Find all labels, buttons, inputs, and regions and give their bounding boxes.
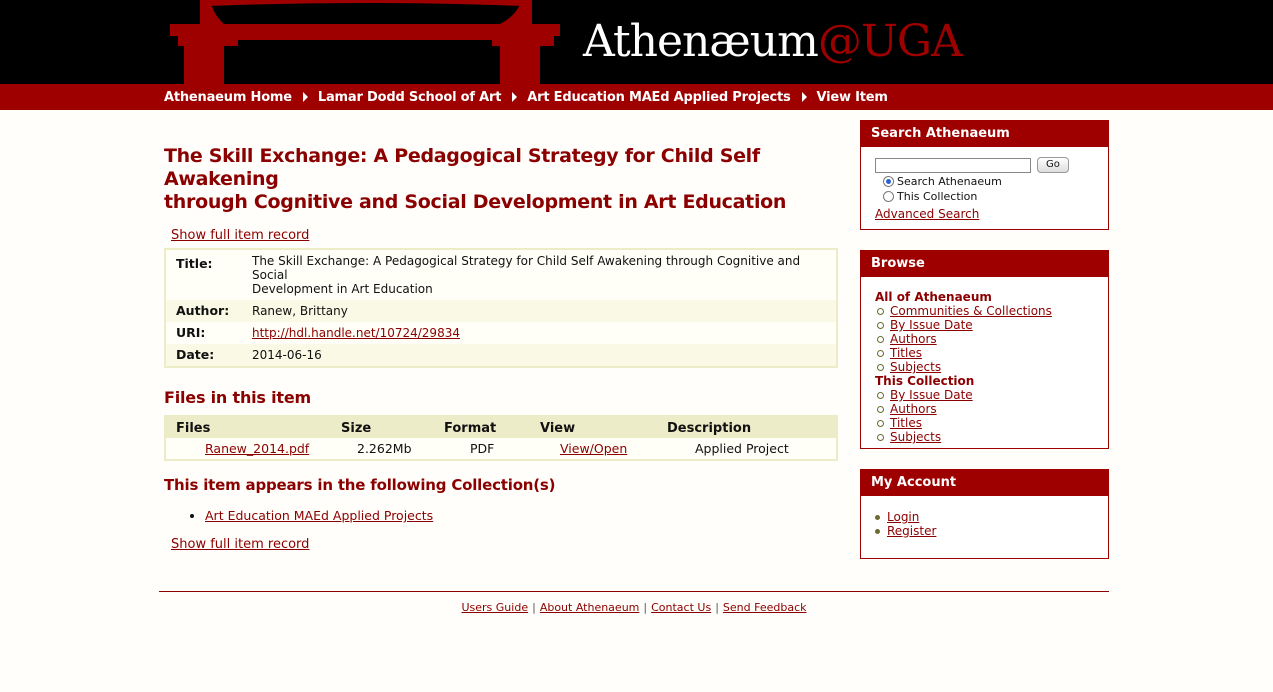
- collection-titles-link[interactable]: Titles: [890, 416, 922, 430]
- users-guide-link[interactable]: Users Guide: [461, 601, 529, 614]
- collection-authors-link[interactable]: Authors: [890, 402, 937, 416]
- list-item[interactable]: [875, 524, 1094, 538]
- show-full-record-link-top[interactable]: Show full item record: [171, 228, 310, 243]
- list-item[interactable]: [890, 332, 1094, 346]
- table-row: [166, 438, 836, 459]
- uri-label: URI:: [176, 325, 206, 340]
- files-table: [164, 415, 838, 461]
- logo-suffix: @UGA: [817, 16, 962, 67]
- breadcrumb-collection[interactable]: [527, 90, 816, 105]
- breadcrumb-current: [817, 90, 888, 105]
- breadcrumb-current-label: View Item: [816, 89, 888, 105]
- uri-link[interactable]: http://hdl.handle.net/10724/29834: [252, 326, 460, 340]
- table-row: [166, 344, 836, 366]
- file-name-cell: [166, 438, 341, 459]
- page-title-line1: The Skill Exchange: A Pedagogical Strategy for Child Self Awakening: [164, 145, 760, 190]
- list-item[interactable]: [890, 388, 1094, 402]
- table-row: [166, 322, 836, 344]
- view-open-link[interactable]: View/Open: [560, 441, 628, 456]
- list-item[interactable]: [890, 402, 1094, 416]
- browse-issue-date-link[interactable]: By Issue Date: [890, 318, 973, 332]
- go-button[interactable]: Go: [1037, 157, 1069, 173]
- footer: [159, 591, 1109, 614]
- chevron-right-icon: [512, 92, 517, 102]
- breadcrumb-home[interactable]: [164, 90, 318, 105]
- collections-heading: This item appears in the following Collection(s): [164, 476, 556, 494]
- list-item[interactable]: [875, 510, 1094, 524]
- title-value: [242, 250, 836, 300]
- sidebar: [860, 120, 1109, 579]
- page-title-line2: through Cognitive and Social Development in Art Education: [164, 191, 787, 213]
- register-link[interactable]: Register: [887, 524, 937, 538]
- footer-separator: |: [715, 601, 719, 614]
- browse-communities-link[interactable]: Communities & Collections: [890, 304, 1052, 318]
- table-row: [166, 300, 836, 322]
- breadcrumb-home-link[interactable]: Athenaeum Home: [164, 89, 292, 105]
- site-header: [0, 0, 1273, 84]
- files-header-row: [166, 417, 836, 438]
- files-col-header: Files: [166, 417, 341, 438]
- browse-box: [860, 250, 1109, 449]
- uri-value: [242, 322, 836, 344]
- radio-checked-icon[interactable]: [883, 176, 894, 187]
- search-input[interactable]: [875, 158, 1031, 173]
- list-item[interactable]: [890, 304, 1094, 318]
- date-value: 2014-06-16: [252, 348, 322, 362]
- arch-logo-graphic: [170, 0, 560, 84]
- file-size: 2.262Mb: [357, 441, 412, 456]
- files-heading: Files in this item: [164, 388, 311, 407]
- radio-label: This Collection: [897, 190, 978, 203]
- title-label: Title:: [176, 256, 213, 271]
- breadcrumb: [0, 84, 1273, 110]
- list-item[interactable]: [890, 346, 1094, 360]
- size-col-header: Size: [341, 417, 444, 438]
- list-item[interactable]: [890, 318, 1094, 332]
- item-metadata-table: [164, 248, 838, 368]
- login-link[interactable]: Login: [887, 510, 920, 524]
- chevron-right-icon: [802, 92, 807, 102]
- collections-list: [164, 508, 838, 523]
- advanced-search-link[interactable]: Advanced Search: [875, 207, 980, 221]
- browse-group-all: [875, 290, 1094, 374]
- browse-box-title: Browse: [861, 251, 1108, 277]
- footer-separator: |: [532, 601, 536, 614]
- list-item: [205, 508, 838, 523]
- file-name-link[interactable]: Ranew_2014.pdf: [205, 441, 310, 456]
- breadcrumb-collection-link[interactable]: Art Education MAEd Applied Projects: [527, 89, 791, 105]
- file-view-cell: [540, 438, 667, 459]
- site-logo[interactable]: [583, 14, 962, 70]
- chevron-right-icon: [303, 92, 308, 102]
- radio-this-collection[interactable]: [883, 190, 1094, 203]
- date-label: Date:: [176, 347, 215, 362]
- collection-subjects-link[interactable]: Subjects: [890, 430, 942, 444]
- file-format: PDF: [470, 441, 495, 456]
- list-item[interactable]: [890, 360, 1094, 374]
- about-link[interactable]: About Athenaeum: [539, 601, 640, 614]
- title-value-line2: Development in Art Education: [252, 282, 433, 296]
- feedback-link[interactable]: Send Feedback: [722, 601, 807, 614]
- page-title: [164, 145, 838, 214]
- radio-search-athenaeum[interactable]: [883, 175, 1094, 188]
- description-col-header: Description: [667, 417, 836, 438]
- radio-unchecked-icon[interactable]: [883, 191, 894, 202]
- account-box-title: My Account: [861, 470, 1108, 496]
- title-value-line1: The Skill Exchange: A Pedagogical Strategy for Child Self Awakening through Cognitive and Social: [252, 254, 801, 282]
- logo-text: Athenæum: [583, 16, 818, 67]
- breadcrumb-school[interactable]: [318, 90, 527, 105]
- account-box: [860, 469, 1109, 559]
- search-box-title: Search Athenaeum: [861, 121, 1108, 147]
- browse-titles-link[interactable]: Titles: [890, 346, 922, 360]
- collection-issue-date-link[interactable]: By Issue Date: [890, 388, 973, 402]
- view-col-header: View: [540, 417, 667, 438]
- browse-authors-link[interactable]: Authors: [890, 332, 937, 346]
- list-item[interactable]: [890, 430, 1094, 444]
- browse-group-label: All of Athenaeum: [875, 290, 992, 304]
- search-box: [860, 120, 1109, 230]
- file-description: Applied Project: [695, 441, 789, 456]
- contact-link[interactable]: Contact Us: [651, 601, 712, 614]
- format-col-header: Format: [444, 417, 540, 438]
- breadcrumb-school-link[interactable]: Lamar Dodd School of Art: [317, 89, 502, 105]
- browse-subjects-link[interactable]: Subjects: [890, 360, 942, 374]
- browse-group-collection: [875, 374, 1094, 444]
- show-full-record-link-bottom[interactable]: Show full item record: [171, 537, 310, 552]
- footer-separator: |: [643, 601, 648, 614]
- table-row: [166, 250, 836, 300]
- author-label: Author:: [176, 303, 230, 318]
- main-content: [164, 140, 838, 552]
- collection-link[interactable]: Art Education MAEd Applied Projects: [205, 508, 434, 523]
- browse-group-label: This Collection: [875, 374, 975, 388]
- list-item[interactable]: [890, 416, 1094, 430]
- author-value: Ranew, Brittany: [252, 304, 348, 318]
- radio-label: Search Athenaeum: [897, 175, 1002, 188]
